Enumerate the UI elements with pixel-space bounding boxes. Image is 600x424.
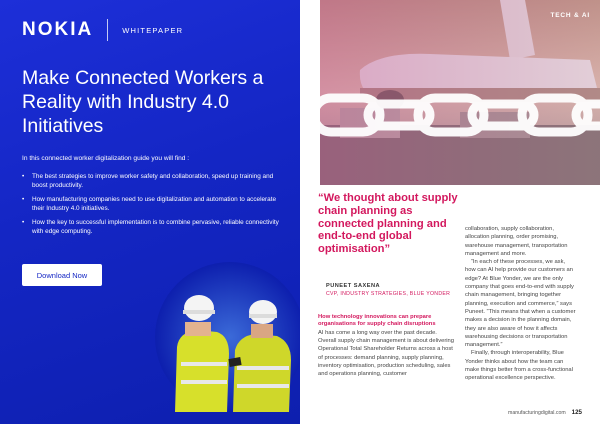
- article-paragraph: Finally, through interoperability, Blue Yonder thinks about how the team can make things better from a cross-functional operational excellence perspective.: [465, 350, 573, 382]
- workers-photo: [155, 262, 300, 412]
- footer-site[interactable]: manufacturingdigital.com: [508, 410, 566, 416]
- article-paragraph: “In each of these processes, we ask, how can AI help provide our customers an edge? At Blue Yonder, we are the only company that goes end-to-end with supply chain management, bringing together planning, execution and commerce,” says Puneet. “This means that when a customer makes a decision in the planning domain, they are also aware of how it affects warehousing decisions or transportation management.”: [465, 259, 576, 349]
- list-item: [22, 218, 284, 236]
- download-now-button[interactable]: Download Now: [22, 264, 102, 286]
- bullet-text: How the key to successful implementation is to combine pervasive, reliable connectivity with edge computing.: [32, 219, 279, 235]
- bullet-icon: •: [22, 196, 25, 203]
- page-number: 125: [571, 409, 582, 416]
- article-column-left: [318, 314, 456, 379]
- ad-bullet-list: [22, 172, 284, 241]
- author-name: PUNEET SAXENA: [326, 283, 381, 289]
- author-role: CVP, INDUSTRY STRATEGIES, BLUE YONDER: [326, 291, 451, 297]
- section-tag: TECH & AI: [550, 12, 590, 19]
- article-subhead: How technology innovations can prepare organisations for supply chain disruptions: [318, 314, 436, 328]
- list-item: [22, 172, 284, 190]
- article-paragraph: collaboration, supply collaboration, allocation planning, order promising, warehouse management, transportation management and more.: [465, 226, 568, 257]
- bullet-icon: •: [22, 173, 25, 180]
- cargo-plane-chain-photo: [320, 0, 600, 185]
- byline: [326, 283, 456, 298]
- page-footer: [508, 409, 582, 416]
- pull-quote: “We thought about supply chain planning as connected planning and end-to-end global optimisation”: [318, 192, 458, 256]
- nokia-logo: NOKIA: [22, 19, 94, 40]
- header-divider: [107, 19, 108, 41]
- magazine-page: [300, 0, 600, 424]
- bullet-text: How manufacturing companies need to use digitalization and automation to accelerate their Industry 4.0 initiatives.: [32, 196, 277, 212]
- ad-intro: In this connected worker digitalization guide you will find :: [22, 155, 190, 162]
- article-column-right: [465, 225, 577, 383]
- ad-header: [22, 18, 183, 42]
- article-body-left: AI has come a long way over the past decade. Overall supply chain management is about delivering Operational Total Shareholder Returns across a host of processes: demand planning, supply planning, inventory optimisation, production scheduling, sales and operations planning, customer: [318, 329, 454, 378]
- list-item: [22, 195, 284, 213]
- ad-title: Make Connected Workers a Reality with Industry 4.0 Initiatives: [22, 67, 264, 137]
- bullet-text: The best strategies to improve worker safety and collaboration, speed up training and boost productivity.: [32, 173, 274, 189]
- whitepaper-label: WHITEPAPER: [122, 25, 184, 35]
- bullet-icon: •: [22, 219, 25, 226]
